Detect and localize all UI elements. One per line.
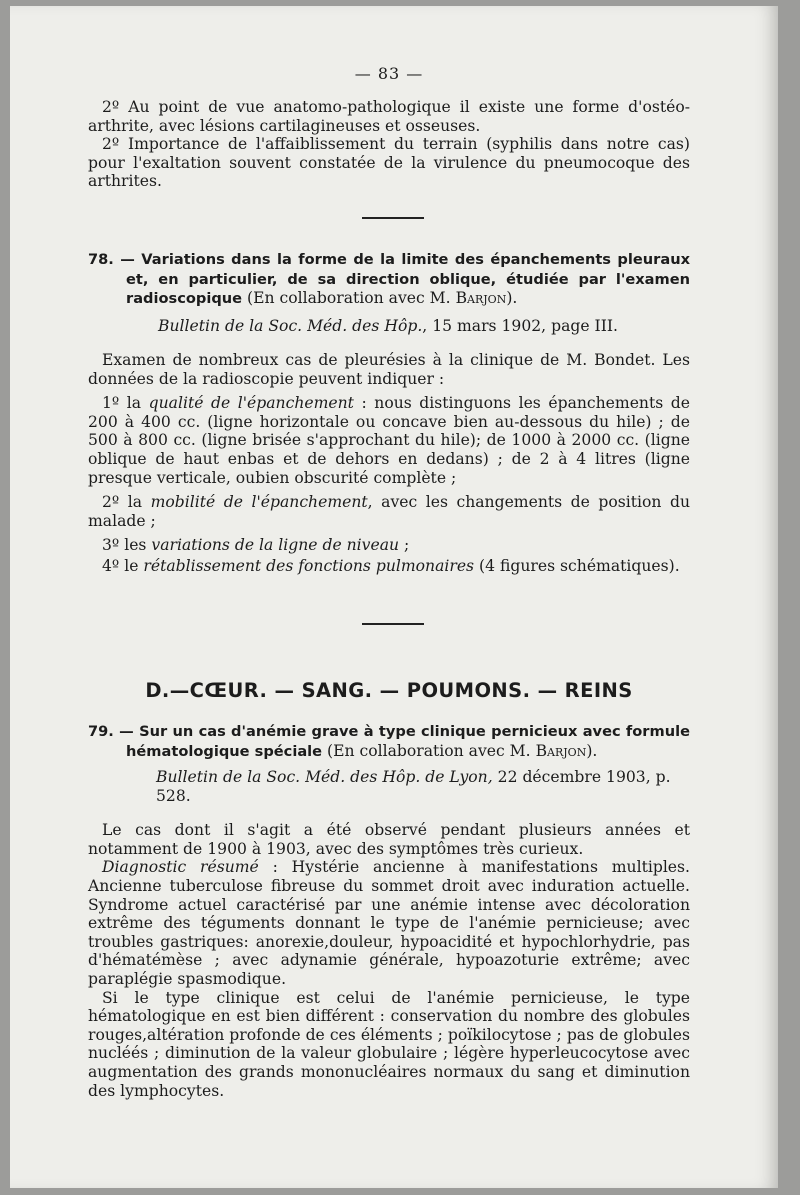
entry-78-item-4: 4º le rétablissement des fonctions pulmonaires (4 figures schématiques). [102,557,680,576]
page [10,6,778,1188]
entry-78-body: Examen de nombreux cas de pleurésies à la clinique de M. Bondet. Les données de la radioscopie peuvent indiquer : [88,351,690,388]
intro-section [88,98,690,191]
separator-rule [362,623,424,625]
page-number: — 83 — [354,64,424,83]
entry-title: Sur un cas d'anémie grave à type clinique pernicieux avec formule hématologique spéciale [126,723,690,760]
entry-79-reference: Bulletin de la Soc. Méd. des Hôp. de Lyon, 22 décembre 1903, p. 528. [156,768,671,805]
entry-number: 79. [88,723,114,740]
collaborator-name: Barjon [455,289,507,307]
journal-name: Bulletin de la Soc. Méd. des Hôp. de Lyon, [156,768,493,786]
entry-title: Variations dans la forme de la limite des épanchements pleuraux et, en particulier, de sa direction oblique, étudiée par l'examen radioscopique [126,251,690,307]
journal-name: Bulletin de la Soc. Méd. des Hôp. [158,316,423,335]
section-title: D.—CŒUR. — SANG. — POUMONS. — REINS [145,679,633,702]
entry-79-paragraph-1: Le cas dont il s'agit a été observé pendant plusieurs années et notamment de 1900 à 1903, avec des symptômes très curieux. [88,821,690,858]
intro-paragraph-1: 2º Au point de vue anatomo-pathologique il existe une forme d'ostéo-arthrite, avec lésions cartilagineuses et osseuses. [88,98,690,135]
entry-79 [88,722,690,1100]
entry-78-item-3: 3º les variations de la ligne de niveau ; [102,536,410,555]
entry-number: 78. [88,251,114,268]
entry-78-item-2: 2º la mobilité de l'épanchement, avec les changements de position du malade ; [88,493,691,530]
entry-79-diagnostic: Diagnostic résumé : Hystérie ancienne à manifestations multiples. Ancienne tuberculose fibreuse du sommet droit avec induration actuelle. Syndrome actuel caractérisé par une anémie intense avec décoloration extrême des téguments donnant le type de l'anémie pernicieuse; avec troubles gastriques: anorexie,douleur, hypoacidité et hypochlorhydrie, pas d'hématémèse ; avec adynamie générale, hypoazoturie extrême; avec paraplégie spasmodique. [88,858,690,988]
entry-79-heading: 79. — Sur un cas d'anémie grave à type clinique pernicieux avec formule hématologique spéciale (En collaboration avec M. Barjon). [88,723,690,760]
entry-78-reference: Bulletin de la Soc. Méd. des Hôp., 15 mars 1902, page III. [158,316,618,335]
entry-78-item-1: 1º la qualité de l'épanchement : nous distinguons les épanchements de 200 à 400 cc. (ligne horizontale ou concave bien au-dessous du hile) ; de 500 à 800 cc. (ligne brisée s'approchant du hile); de 1000 à 2000 cc. (ligne oblique de haut enbas et de dehors en dedans) ; de 2 à 4 litres (ligne presque verticale, oubien obscurité complète ; [88,394,691,487]
intro-paragraph-2: 2º Importance de l'affaiblissement du terrain (syphilis dans notre cas) pour l'exaltation souvent constatée de la virulence du pneumocoque des arthrites. [88,135,690,191]
diagnostic-label: Diagnostic résumé [102,858,259,877]
collaborator-name: Barjon [535,741,587,760]
entry-78 [88,250,690,576]
entry-78-heading: 78. — Variations dans la forme de la limite des épanchements pleuraux et, en particulier, de sa direction oblique, étudiée par l'examen radioscopique (En collaboration avec M. Barjon). [88,251,690,307]
separator-rule [362,217,424,219]
entry-79-paragraph-3: Si le type clinique est celui de l'anémie pernicieuse, le type hématologique en est bien différent : conservation du nombre des globules rouges,altération profonde de ces éléments ; poïkilocytose ; pas de globules nucléés ; diminution de la valeur globulaire ; légère hyperleucocytose avec augmentation des grands mononucléaires normaux du sang et diminution des lymphocytes. [88,988,690,1100]
